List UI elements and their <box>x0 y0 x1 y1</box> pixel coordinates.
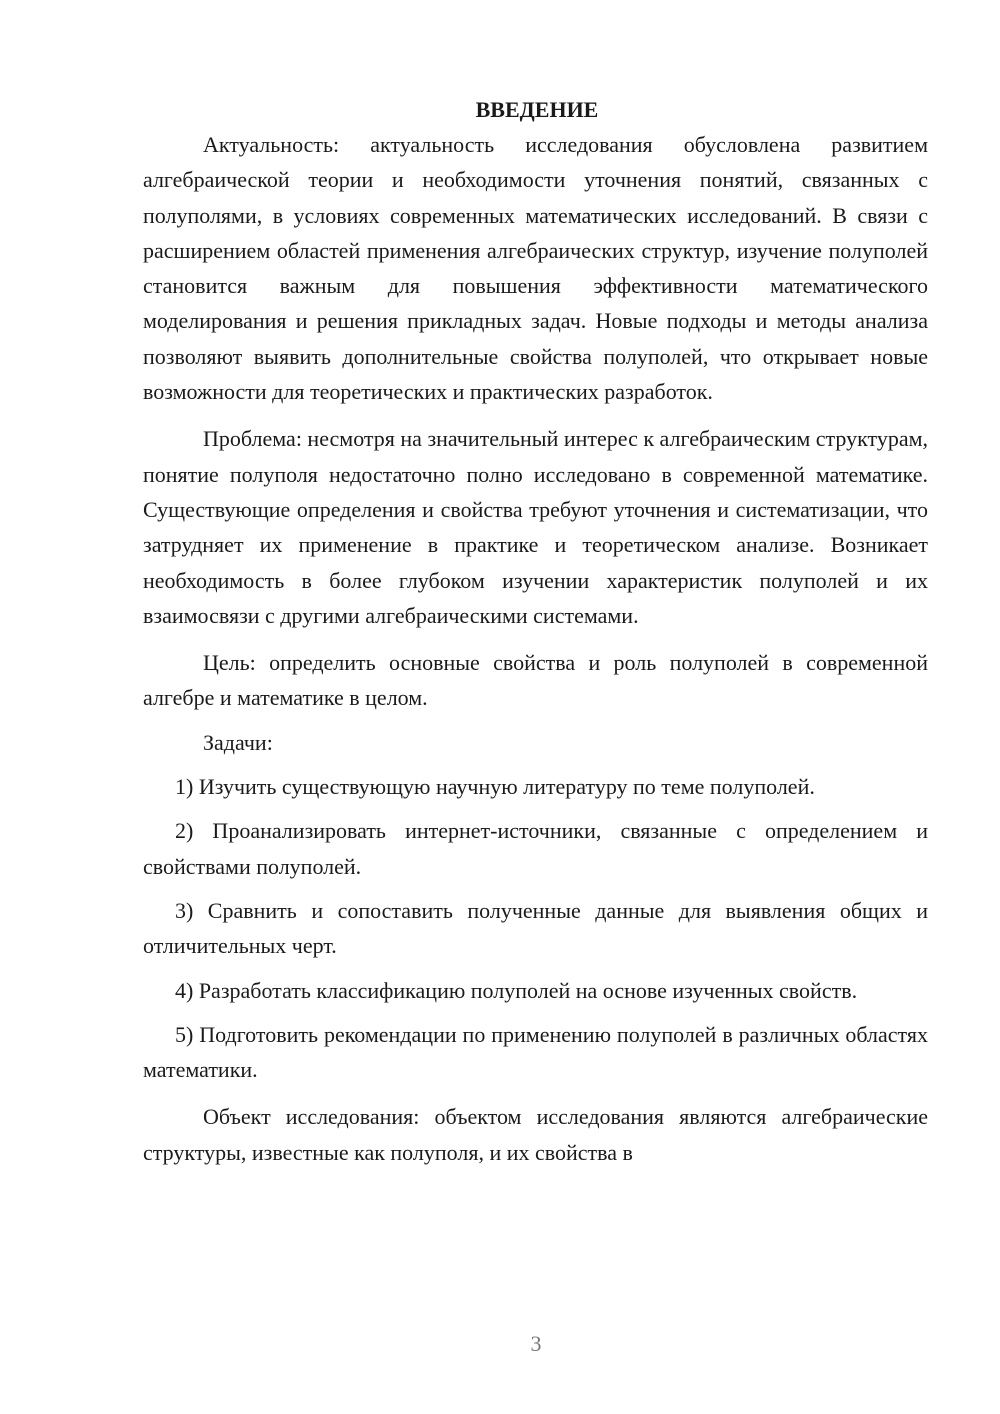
task-item: 2) Проанализировать интернет-источники, связанные с определением и свойствами полуполей. <box>143 818 928 879</box>
paragraph-goal: Цель: определить основные свойства и роль полуполей в современной алгебре и математике в целом. <box>143 650 928 711</box>
page-number: 3 <box>530 1331 542 1356</box>
task-item: 4) Разработать классификацию полуполей на основе изученных свойств. <box>175 977 858 1003</box>
paragraph-problem: Проблема: несмотря на значительный интерес к алгебраическим структурам, понятие полуполя недостаточно полно исследовано в современной математике. Существующие определения и свойства требуют уточнения и систематизации, что затрудняет их применение в практике и теоретическом анализе. Возникает необходимость в более глубоком изучении характеристик полуполей и их взаимосвязи с другими алгебраическими системами. <box>143 426 929 628</box>
task-item: 1) Изучить существующую научную литературу по теме полуполей. <box>175 774 815 800</box>
paragraph-relevance: Актуальность: актуальность исследования обусловлена развитием алгебраической теории и необходимости уточнения понятий, связанных с полуполями, в условиях современных математических исследований. В связи с расширением областей применения алгебраических структур, изучение полуполей становится важным для повышения эффективности математического моделирования и решения прикладных задач. Новые подходы и методы анализа позволяют выявить дополнительные свойства полуполей, что открывает новые возможности для теоретических и практических разработок. <box>143 132 928 405</box>
section-heading: ВВЕДЕНИЕ <box>475 97 599 122</box>
task-item: 5) Подготовить рекомендации по применению полуполей в различных областях математики. <box>143 1021 928 1083</box>
tasks-label: Задачи: <box>203 729 273 755</box>
document-page <box>143 92 928 1170</box>
paragraph-object: Объект исследования: объектом исследования являются алгебраические структуры, известные как полуполя, и их свойства в <box>143 1104 928 1165</box>
task-item: 3) Сравнить и сопоставить полученные данные для выявления общих и отличительных черт. <box>143 897 928 959</box>
